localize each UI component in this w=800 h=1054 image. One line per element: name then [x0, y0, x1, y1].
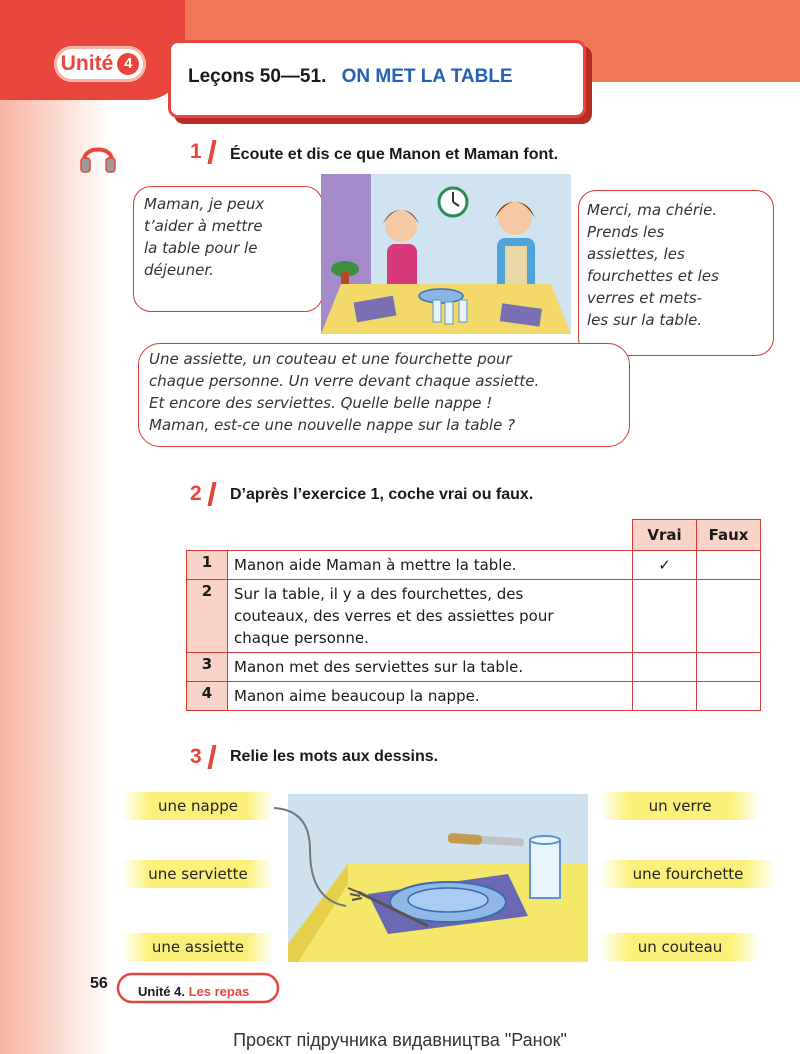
exercise-1-number: 1 — [190, 140, 202, 163]
exercise-1-instruction: Écoute et dis ce que Manon et Maman font. — [230, 146, 559, 163]
unit-label: Unité — [60, 52, 114, 75]
table-row — [187, 551, 761, 580]
word-une-serviette[interactable]: une serviette — [122, 860, 274, 888]
empty-header — [187, 520, 228, 551]
row-statement — [228, 682, 633, 711]
true-false-table — [186, 519, 761, 711]
exercise-1-marker — [207, 140, 216, 164]
statement-line: Manon aide Maman à mettre la table. — [234, 556, 517, 574]
connecting-line — [270, 800, 350, 920]
faux-checkbox[interactable] — [697, 653, 761, 682]
bubble-line: Merci, ma chérie. — [587, 201, 718, 219]
column-faux: Faux — [697, 520, 761, 551]
statement-line: Manon met des serviettes sur la table. — [234, 658, 524, 676]
exercise-2-number: 2 — [190, 482, 202, 505]
kitchen-illustration — [321, 174, 571, 334]
speech-bubble-bottom — [138, 343, 630, 447]
lessons-label: Leçons 50—51. — [188, 66, 327, 87]
bubble-line: Une assiette, un couteau et une fourchette pour — [149, 350, 512, 368]
table-row — [187, 653, 761, 682]
unit-badge — [54, 46, 146, 82]
footer-unit-label: Unité 4. — [138, 984, 185, 999]
footer-unit — [138, 984, 249, 999]
statement-line: Sur la table, il y a des fourchettes, des — [234, 585, 524, 603]
vrai-checkbox[interactable] — [633, 682, 697, 711]
bubble-line: la table pour le — [144, 239, 258, 257]
faux-checkbox[interactable] — [697, 551, 761, 580]
row-statement — [228, 580, 633, 653]
bubble-line: Et encore des serviettes. Quelle belle nappe ! — [149, 394, 493, 412]
bubble-line: assiettes, les — [587, 245, 685, 263]
bubble-line: t’aider à mettre — [144, 217, 263, 235]
headphones-icon[interactable] — [76, 134, 120, 178]
vrai-checkbox[interactable] — [633, 580, 697, 653]
row-statement — [228, 551, 633, 580]
statement-line: couteaux, des verres et des assiettes pour — [234, 607, 554, 625]
word-un-verre[interactable]: un verre — [600, 792, 760, 820]
exercise-2-instruction: D’après l’exercice 1, coche vrai ou faux. — [230, 486, 534, 503]
statement-line: chaque personne. — [234, 629, 369, 647]
unit-number: 4 — [117, 53, 139, 75]
bubble-line: Maman, je peux — [144, 195, 265, 213]
bubble-line: verres et mets- — [587, 289, 703, 307]
word-une-nappe[interactable]: une nappe — [122, 792, 274, 820]
speech-bubble-manon — [133, 186, 323, 312]
table-row — [187, 682, 761, 711]
row-statement — [228, 653, 633, 682]
publisher-note: Проєкт підручника видавництва "Ранок" — [233, 1030, 567, 1050]
statement-line: Manon aime beaucoup la nappe. — [234, 687, 480, 705]
column-vrai: Vrai — [633, 520, 697, 551]
footer-topic: Les repas — [188, 984, 250, 999]
row-number: 3 — [187, 653, 228, 682]
vrai-checkbox[interactable]: ✓ — [633, 551, 697, 580]
exercise-3-instruction: Relie les mots aux dessins. — [230, 748, 439, 765]
row-number: 2 — [187, 580, 228, 653]
bubble-line: fourchettes et les — [587, 267, 719, 285]
word-une-assiette[interactable]: une assiette — [122, 933, 274, 961]
bubble-line: chaque personne. Un verre devant chaque assiette. — [149, 372, 540, 390]
page-title — [188, 66, 513, 88]
table-header-row — [187, 520, 761, 551]
speech-bubble-maman — [578, 190, 774, 356]
exercise-3-number: 3 — [190, 745, 202, 768]
bubble-line: les sur la table. — [587, 311, 703, 329]
bubble-line: Prends les — [587, 223, 665, 241]
vrai-checkbox[interactable] — [633, 653, 697, 682]
empty-header — [228, 520, 633, 551]
row-number: 4 — [187, 682, 228, 711]
exercise-3-marker — [207, 745, 216, 769]
word-un-couteau[interactable]: un couteau — [600, 933, 760, 961]
word-une-fourchette[interactable]: une fourchette — [600, 860, 776, 888]
exercise-2-marker — [207, 482, 216, 506]
page-number: 56 — [90, 975, 108, 992]
table-row — [187, 580, 761, 653]
bubble-line: déjeuner. — [144, 261, 214, 279]
faux-checkbox[interactable] — [697, 580, 761, 653]
theme-title: ON MET LA TABLE — [341, 66, 513, 87]
row-number: 1 — [187, 551, 228, 580]
bubble-line: Maman, est-ce une nouvelle nappe sur la table ? — [149, 416, 516, 434]
faux-checkbox[interactable] — [697, 682, 761, 711]
